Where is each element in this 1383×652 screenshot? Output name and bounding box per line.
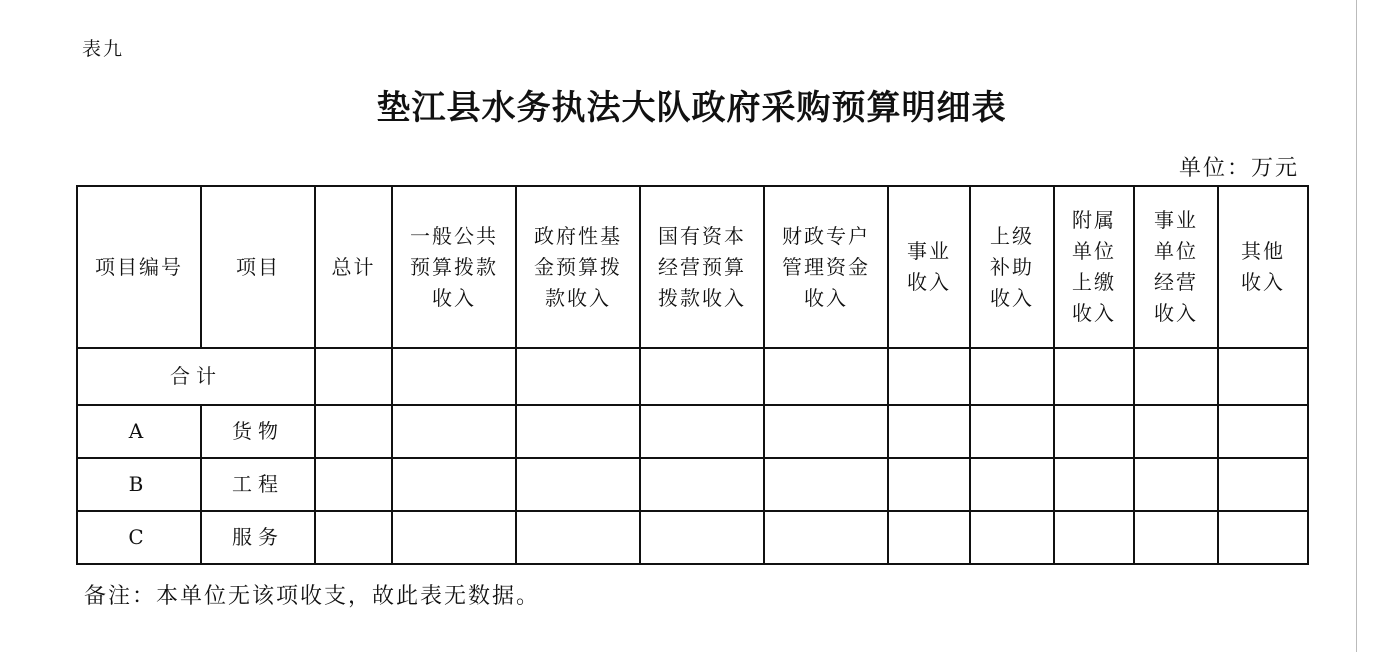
row-item: 工程 (201, 458, 315, 511)
header-superior-subsidy: 上级 补助 收入 (970, 186, 1054, 348)
row-item: 服务 (201, 511, 315, 564)
table-cell (1218, 458, 1308, 511)
table-cell (516, 348, 640, 405)
table-cell (888, 405, 970, 458)
table-cell (764, 348, 888, 405)
table-cell (970, 348, 1054, 405)
table-cell (315, 348, 392, 405)
table-cell (970, 405, 1054, 458)
table-row (77, 458, 1308, 511)
table-cell (764, 405, 888, 458)
table-cell (1134, 405, 1218, 458)
header-state-capital-budget: 国有资本 经营预算 拨款收入 (640, 186, 764, 348)
table-row (77, 405, 1308, 458)
table-cell (640, 511, 764, 564)
table-cell (1134, 348, 1218, 405)
table-cell (640, 458, 764, 511)
table-cell (516, 458, 640, 511)
row-item: 货物 (201, 405, 315, 458)
header-affiliated-unit-income: 附属 单位 上缴 收入 (1054, 186, 1134, 348)
table-header-row (77, 186, 1308, 348)
header-project-code: 项目编号 (77, 186, 201, 348)
table-cell (392, 511, 516, 564)
table-cell (392, 458, 516, 511)
header-other-income: 其他 收入 (1218, 186, 1308, 348)
table-cell (315, 511, 392, 564)
table-cell (764, 458, 888, 511)
header-government-fund-budget: 政府性基 金预算拨 款收入 (516, 186, 640, 348)
table-cell (1218, 405, 1308, 458)
table-cell (640, 348, 764, 405)
table-cell (1218, 348, 1308, 405)
table-row-total (77, 348, 1308, 405)
table-cell (392, 348, 516, 405)
table-cell (516, 511, 640, 564)
table-cell (315, 405, 392, 458)
table-cell (970, 458, 1054, 511)
table-cell (764, 511, 888, 564)
table-cell (1054, 511, 1134, 564)
row-code: A (77, 405, 201, 458)
table-cell (1054, 458, 1134, 511)
table-cell (516, 405, 640, 458)
procurement-budget-table (76, 185, 1309, 565)
footnote: 备注：本单位无该项收支，故此表无数据。 (84, 584, 541, 609)
header-total: 总计 (315, 186, 392, 348)
header-business-income: 事业 收入 (888, 186, 970, 348)
row-code: B (77, 458, 201, 511)
table-cell (392, 405, 516, 458)
header-fiscal-special-account: 财政专户 管理资金 收入 (764, 186, 888, 348)
table-cell (1218, 511, 1308, 564)
table-row (77, 511, 1308, 564)
table-number: 表九 (82, 38, 125, 60)
table-cell (640, 405, 764, 458)
header-business-operation-income: 事业 单位 经营 收入 (1134, 186, 1218, 348)
table-cell (888, 458, 970, 511)
row-code: C (77, 511, 201, 564)
unit-label: 单位：万元 (1178, 156, 1299, 181)
document-title: 垫江县水务执法大队政府采购预算明细表 (376, 88, 1007, 128)
table-cell (315, 458, 392, 511)
table-cell (1134, 458, 1218, 511)
header-project: 项目 (201, 186, 315, 348)
table-cell (1134, 511, 1218, 564)
table-cell (1054, 405, 1134, 458)
header-general-public-budget: 一般公共 预算拨款 收入 (392, 186, 516, 348)
table-cell (1054, 348, 1134, 405)
table-cell (888, 511, 970, 564)
table-cell (888, 348, 970, 405)
table-cell (970, 511, 1054, 564)
page-edge-divider (1356, 0, 1357, 652)
total-label: 合计 (77, 348, 315, 405)
